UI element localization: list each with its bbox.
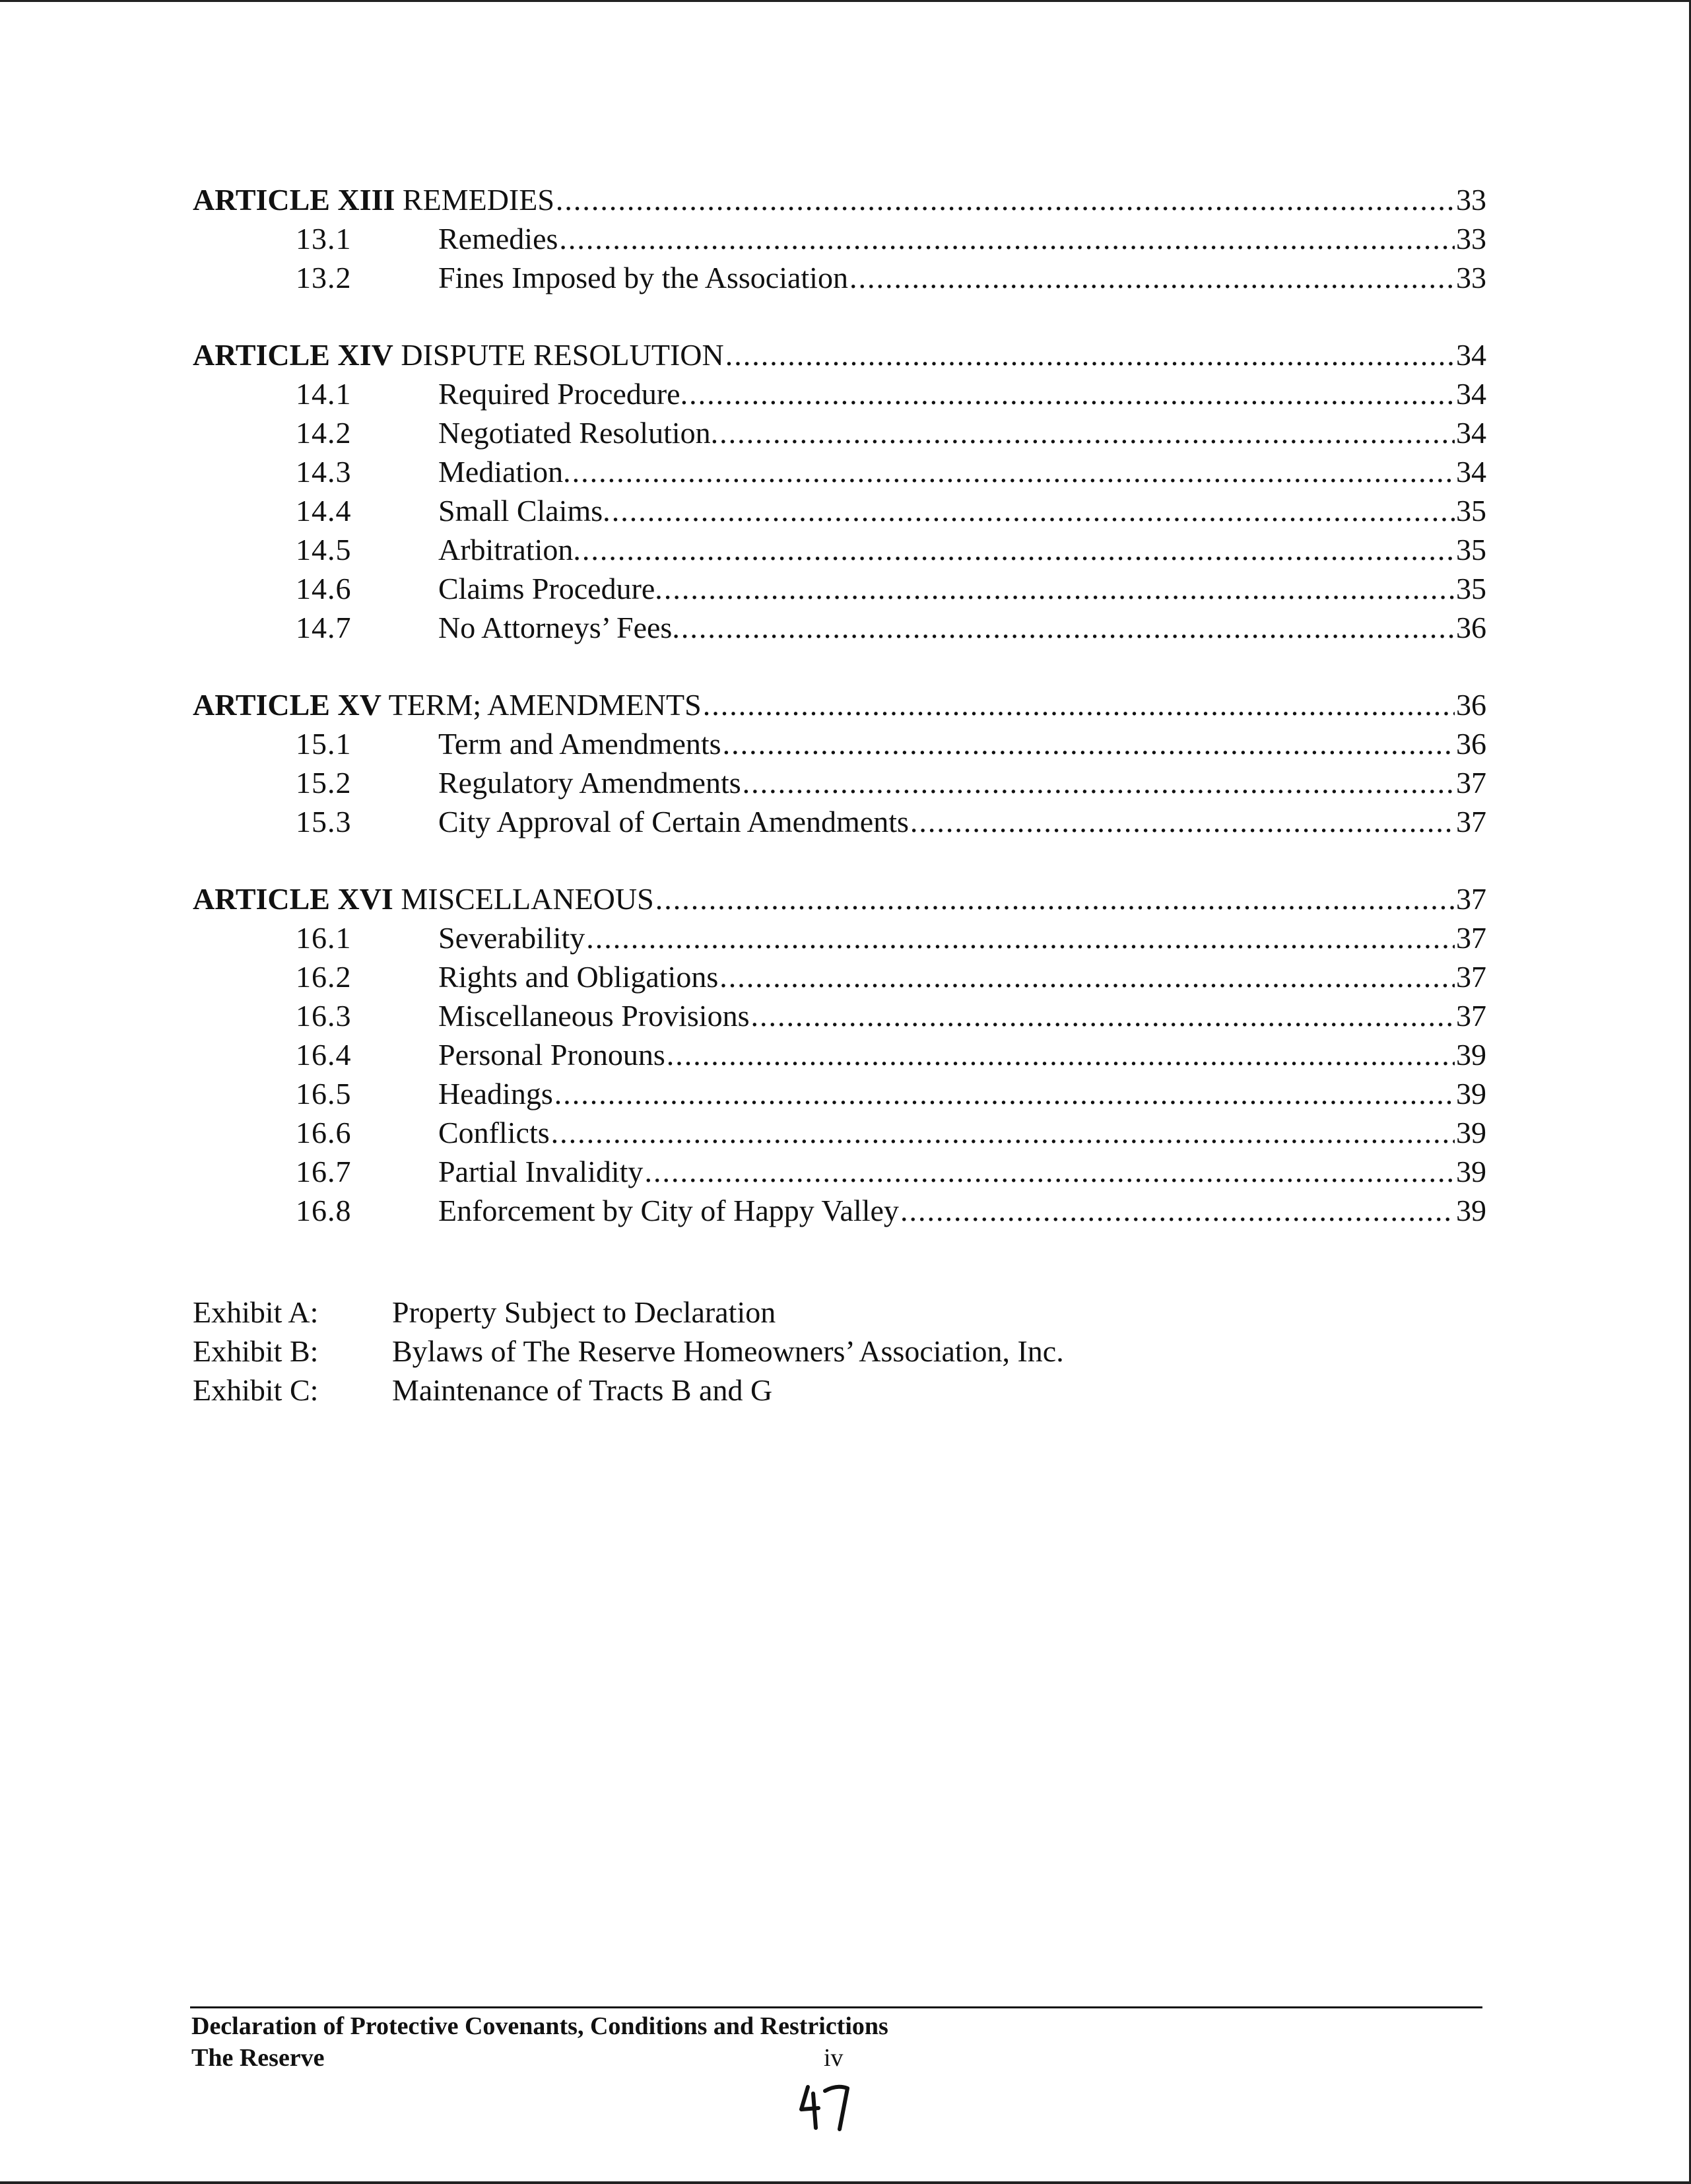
toc-section-number: 14.5: [296, 533, 352, 566]
page-footer: [191, 2010, 1485, 2074]
toc-article-heading: [193, 879, 654, 918]
toc-section-row[interactable]: [193, 957, 1486, 996]
toc-section-row[interactable]: [193, 1074, 1486, 1113]
dot-leader: [910, 802, 1455, 841]
toc-article-label: ARTICLE XV: [193, 688, 381, 722]
toc-section-row[interactable]: [193, 452, 1486, 491]
toc-section-row[interactable]: [193, 996, 1486, 1035]
toc-article: [193, 879, 1486, 1230]
toc-page-number: 37: [1456, 882, 1486, 916]
footer-document-title: Declaration of Protective Covenants, Conditions and Restrictions: [191, 2012, 888, 2040]
toc-section-number: 15.3: [296, 805, 352, 838]
dot-leader: [703, 685, 1455, 724]
toc-page-number: 39: [1456, 1116, 1486, 1149]
toc-page-number: 34: [1456, 377, 1486, 411]
toc-page-number: 36: [1456, 688, 1486, 722]
toc-section-number: 16.1: [296, 921, 352, 955]
toc-section-title: Miscellaneous Provisions: [438, 999, 750, 1033]
toc-article-label: ARTICLE XIV: [193, 338, 393, 372]
toc-section-row[interactable]: [193, 413, 1486, 452]
toc-section-row[interactable]: [193, 608, 1486, 647]
toc-article-title: REMEDIES: [395, 183, 554, 217]
toc-article-label: ARTICLE XVI: [193, 882, 393, 916]
toc-section-row[interactable]: [193, 491, 1486, 530]
footer-divider: [190, 2006, 1482, 2008]
exhibit-label: Exhibit C:: [193, 1373, 319, 1407]
toc-section-number: 14.6: [296, 572, 352, 605]
toc-section-number: 16.7: [296, 1155, 352, 1188]
toc-article-row[interactable]: [193, 180, 1486, 219]
dot-leader: [743, 763, 1455, 802]
toc-section-title: City Approval of Certain Amendments: [438, 805, 909, 838]
dot-leader: [582, 530, 1455, 569]
toc-page-number: 39: [1456, 1155, 1486, 1188]
toc-section-row[interactable]: [193, 569, 1486, 608]
toc-section-row[interactable]: [193, 918, 1486, 957]
exhibit-title: Maintenance of Tracts B and G: [392, 1373, 773, 1407]
toc-page-number: 34: [1456, 455, 1486, 489]
dot-leader: [900, 1191, 1455, 1230]
dot-leader: [681, 608, 1455, 647]
toc-section-number: 16.8: [296, 1194, 352, 1227]
dot-leader: [725, 335, 1455, 374]
toc-section-row[interactable]: [193, 258, 1486, 297]
toc-section-title: Remedies: [438, 222, 558, 256]
toc-article-label: ARTICLE XIII: [193, 183, 395, 217]
toc-page-number: 37: [1456, 766, 1486, 800]
dot-leader: [664, 569, 1455, 608]
toc-page-number: 36: [1456, 611, 1486, 644]
footer-subtitle: The Reserve: [191, 2044, 325, 2072]
toc-section-number: 13.2: [296, 261, 352, 294]
table-of-contents: [193, 180, 1486, 1268]
toc-section-title: Partial Invalidity: [438, 1155, 644, 1188]
dot-leader: [750, 996, 1455, 1035]
toc-section-number: 16.6: [296, 1116, 352, 1149]
toc-section-title: Term and Amendments: [438, 727, 721, 761]
toc-section-title: Fines Imposed by the Association: [438, 261, 848, 294]
toc-section-number: 14.1: [296, 377, 352, 411]
toc-section-number: 14.4: [296, 494, 352, 528]
footer-line: [191, 2042, 1485, 2074]
toc-page-number: 33: [1456, 183, 1486, 217]
exhibit-label: Exhibit A:: [193, 1295, 319, 1329]
toc-section-title: Claims Procedure.: [438, 572, 663, 605]
toc-page-number: 37: [1456, 805, 1486, 838]
toc-page-number: 37: [1456, 999, 1486, 1033]
toc-section-row[interactable]: [193, 374, 1486, 413]
dot-leader: [612, 491, 1455, 530]
toc-section-number: 14.3: [296, 455, 352, 489]
exhibit-item[interactable]: [193, 1371, 1064, 1410]
exhibit-item[interactable]: [193, 1293, 1064, 1332]
toc-section-title: Arbitration.: [438, 533, 581, 566]
toc-section-number: 14.2: [296, 416, 352, 450]
dot-leader: [667, 1035, 1455, 1074]
toc-section-number: 15.1: [296, 727, 352, 761]
toc-page-number: 33: [1456, 222, 1486, 256]
toc-section-title: Regulatory Amendments: [438, 766, 741, 800]
toc-section-title: Conflicts: [438, 1116, 550, 1149]
dot-leader: [719, 957, 1455, 996]
toc-article-heading: [193, 335, 724, 374]
toc-article-row[interactable]: [193, 685, 1486, 724]
exhibit-label: Exhibit B:: [193, 1334, 319, 1368]
toc-section-number: 16.5: [296, 1077, 352, 1110]
toc-section-title: Severability: [438, 921, 585, 955]
dot-leader: [655, 879, 1455, 918]
toc-section-number: 15.2: [296, 766, 352, 800]
toc-page-number: 35: [1456, 572, 1486, 605]
toc-section-title: Headings: [438, 1077, 553, 1110]
toc-section-row[interactable]: [193, 1035, 1486, 1074]
dot-leader: [719, 413, 1455, 452]
exhibit-title: Bylaws of The Reserve Homeowners’ Association, Inc.: [392, 1334, 1064, 1368]
toc-section-row[interactable]: [193, 219, 1486, 258]
toc-section-row[interactable]: [193, 802, 1486, 841]
handwritten-page-number: [796, 2082, 855, 2134]
toc-page-number: 35: [1456, 494, 1486, 528]
toc-article: [193, 335, 1486, 647]
toc-section-title: No Attorneys’ Fees.: [438, 611, 680, 644]
toc-section-row[interactable]: [193, 1152, 1486, 1191]
dot-leader: [849, 258, 1455, 297]
toc-section-row[interactable]: [193, 724, 1486, 763]
toc-section-title: Enforcement by City of Happy Valley: [438, 1194, 899, 1227]
toc-section-number: 13.1: [296, 222, 352, 256]
dot-leader: [586, 918, 1455, 957]
exhibit-list: [193, 1293, 1064, 1410]
toc-section-number: 14.7: [296, 611, 352, 644]
toc-page-number: 37: [1456, 921, 1486, 955]
dot-leader: [644, 1152, 1455, 1191]
footer-page-number: iv: [824, 2044, 844, 2072]
toc-article-title: MISCELLANEOUS: [393, 882, 654, 916]
dot-leader: [554, 1074, 1455, 1113]
toc-page-number: 33: [1456, 261, 1486, 294]
toc-section-title: Mediation.: [438, 455, 571, 489]
toc-section-title: Personal Pronouns: [438, 1038, 665, 1072]
toc-section-title: Rights and Obligations: [438, 960, 719, 994]
dot-leader: [551, 1113, 1455, 1152]
toc-section-row[interactable]: [193, 1113, 1486, 1152]
toc-page-number: 39: [1456, 1038, 1486, 1072]
toc-page-number: 35: [1456, 533, 1486, 566]
toc-article-heading: [193, 685, 702, 724]
toc-article-heading: [193, 180, 554, 219]
toc-article: [193, 180, 1486, 297]
exhibit-title: Property Subject to Declaration: [392, 1295, 776, 1329]
toc-article: [193, 685, 1486, 841]
dot-leader: [559, 219, 1455, 258]
toc-section-row[interactable]: [193, 1191, 1486, 1230]
toc-article-row[interactable]: [193, 335, 1486, 374]
toc-section-number: 16.2: [296, 960, 352, 994]
toc-page-number: 37: [1456, 960, 1486, 994]
toc-section-number: 16.3: [296, 999, 352, 1033]
dot-leader: [723, 724, 1455, 763]
toc-page-number: 34: [1456, 416, 1486, 450]
toc-section-row[interactable]: [193, 763, 1486, 802]
toc-page-number: 36: [1456, 727, 1486, 761]
toc-page-number: 39: [1456, 1077, 1486, 1110]
toc-page-number: 39: [1456, 1194, 1486, 1227]
dot-leader: [556, 180, 1455, 219]
toc-section-number: 16.4: [296, 1038, 352, 1072]
toc-section-title: Small Claims.: [438, 494, 611, 528]
toc-section-title: Required Procedure.: [438, 377, 688, 411]
dot-leader: [689, 374, 1455, 413]
toc-section-row[interactable]: [193, 530, 1486, 569]
exhibit-item[interactable]: [193, 1332, 1064, 1371]
toc-page-number: 34: [1456, 338, 1486, 372]
dot-leader: [572, 452, 1455, 491]
toc-article-title: TERM; AMENDMENTS: [381, 688, 702, 722]
toc-article-title: DISPUTE RESOLUTION: [393, 338, 724, 372]
toc-article-row[interactable]: [193, 879, 1486, 918]
toc-section-title: Negotiated Resolution.: [438, 416, 719, 450]
